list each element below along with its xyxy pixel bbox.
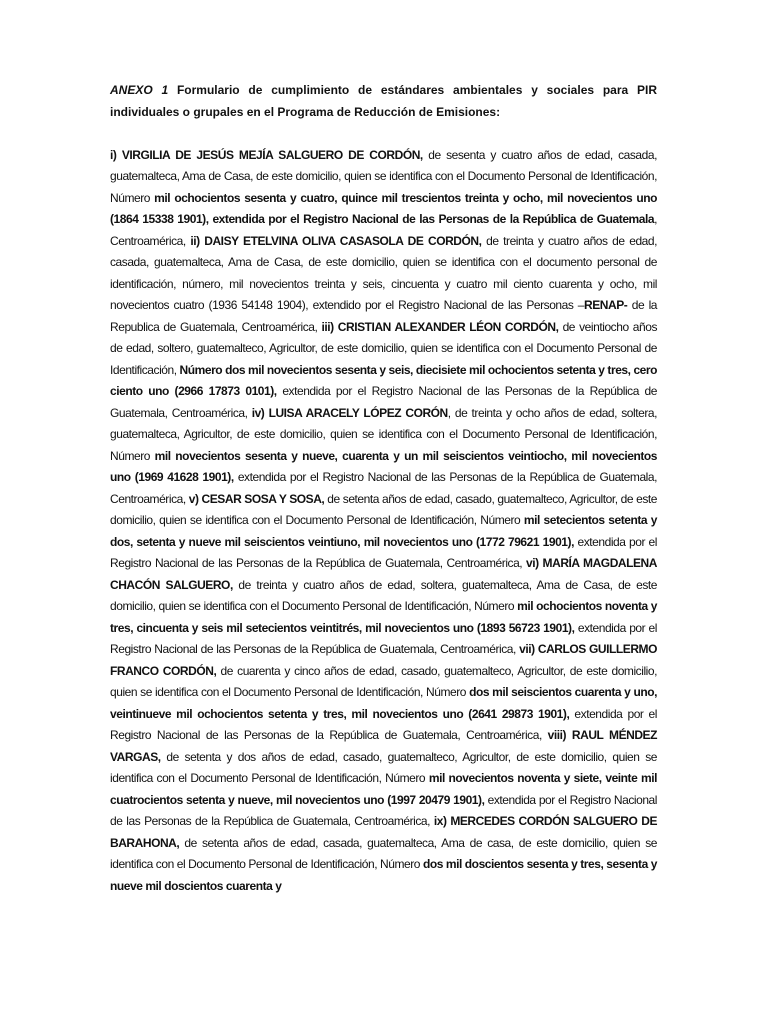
bold-text-run: ii) DAISY ETELVINA OLIVA CASASOLA DE CORDÓN, [190, 233, 482, 248]
text-run: de treinta y cuatro años de edad, soltera, guatemalteca, Ama de Casa, de este domicilio, quien se identifica con el Documento Personal de Identificación, Número [110, 577, 657, 613]
bold-text-run: dos mil doscientos sesenta y tres, sesenta y nueve mil doscientos cuarenta y [110, 857, 657, 893]
text-run: de setenta y dos años de edad, casado, guatemalteco, Agricultor, de este domicilio, quien se identifica con el Documento Personal de Identificación, Número [110, 749, 657, 785]
bold-text-run: dos mil seiscientos cuarenta y uno, veintinueve mil ochocientos setenta y tres, mil novecientos uno (2641 29873 1901), [110, 685, 657, 721]
text-run: de la Republica de Guatemala, Centroamérica, [110, 298, 658, 334]
annex-label: ANEXO 1 [110, 83, 169, 97]
bold-text-run: mil novecientos noventa y siete, veinte mil cuatrocientos setenta y nueve, mil novecientos uno (1997 20479 1901), [110, 771, 657, 807]
text-run: extendida por el Registro Nacional de las Personas de la República de Guatemala, Centroamérica, [110, 706, 657, 742]
text-run: extendida por el Registro Nacional de las Personas de la República de Guatemala, Centroamérica, [110, 792, 657, 828]
text-run: de veintiocho años de edad, soltero, guatemalteco, Agricultor, de este domicilio, quien se identifica con el Documento Personal de Identificación, [110, 319, 657, 377]
text-run: extendida por el Registro Nacional de las Personas de la República de Guatemala, Centroamérica, [110, 384, 658, 420]
text-run: extendida por el Registro Nacional de las Personas de la República de Guatemala, Centroamérica, [110, 534, 657, 570]
participants-paragraph [110, 145, 657, 898]
text-run: extendida por el Registro Nacional de las Personas de la República de Guatemala, Centroamérica, [110, 470, 657, 506]
bold-text-run: viii) RAUL MÉNDEZ VARGAS, [110, 728, 657, 764]
bold-text-run: ix) MERCEDES CORDÓN SALGUERO DE BARAHONA, [110, 814, 657, 850]
text-run: , Centroamérica, [110, 212, 657, 248]
bold-text-run: i) VIRGILIA DE JESÚS MEJÍA SALGUERO DE CORDÓN, [110, 147, 423, 162]
text-run: extendida por el Registro Nacional de las Personas de la República de Guatemala, Centroamérica, [110, 620, 657, 656]
text-run: de treinta y cuatro años de edad, casada, guatemalteca, Ama de Casa, de este domicilio, quien se identifica con el documento personal de identificación, número, mil novecientos treinta y seis, cincuenta y cuatro mil ciento cuarenta y ocho, mil novecientos cuatro (1936 54148 1904), extendido por el Registro Nacional de las Personas – [110, 233, 657, 312]
bold-text-run: Número dos mil novecientos sesenta y seis, diecisiete mil ochocientos setenta y tres, cero ciento uno (2966 17873 0101), [110, 362, 657, 398]
bold-text-run: vi) MARÍA MAGDALENA CHACÓN SALGUERO, [110, 556, 657, 592]
text-run: de sesenta y cuatro años de edad, casada, guatemalteca, Ama de Casa, de este domicilio, quien se identifica con el Documento Personal de Identificación, Número [110, 147, 657, 205]
bold-text-run: v) CESAR SOSA Y SOSA, [188, 491, 325, 506]
text-run: de setenta años de edad, casado, guatemalteco, Agricultor, de este domicilio, quien se identifica con el Documento Personal de Identificación, Número [110, 491, 657, 527]
bold-text-run: mil ochocientos sesenta y cuatro, quince mil trescientos treinta y ocho, mil novecientos uno (1864 15338 1901), extendida por el Registro Nacional de las Personas de la República de Guatemala [110, 190, 657, 226]
bold-text-run: RENAP- [584, 298, 628, 312]
document-heading [110, 80, 657, 123]
text-run: de cuarenta y cinco años de edad, casado, guatemalteco, Agricultor, de este domicilio, quien se identifica con el Documento Personal de Identificación, Número [110, 663, 657, 699]
text-run: de setenta años de edad, casada, guatemalteca, Ama de casa, de este domicilio, quien se identifica con el Documento Personal de Identificación, Número [110, 835, 657, 871]
document-page [110, 80, 657, 897]
bold-text-run: vii) CARLOS GUILLERMO FRANCO CORDÓN, [110, 642, 657, 678]
heading-title: Formulario de cumplimiento de estándares ambientales y sociales para PIR individuales o grupales en el Programa de Reducción de Emisiones: [110, 83, 657, 119]
text-run: , de treinta y ocho años de edad, soltera, guatemalteca, Agricultor, de este domicilio, quien se identifica con el Documento Personal de Identificación, Número [110, 405, 657, 463]
bold-text-run: iii) CRISTIAN ALEXANDER LÉON CORDÓN, [321, 319, 559, 334]
bold-text-run: mil ochocientos noventa y tres, cincuenta y seis mil setecientos veintitrés, mil novecientos uno (1893 56723 1901), [110, 599, 657, 635]
bold-text-run: mil setecientos setenta y dos, setenta y nueve mil seiscientos veintiuno, mil novecientos uno (1772 79621 1901), [110, 513, 657, 549]
bold-text-run: mil novecientos sesenta y nueve, cuarenta y un mil seiscientos veintiocho, mil novecientos uno (1969 41628 1901), [110, 448, 657, 484]
bold-text-run: iv) LUISA ARACELY LÓPEZ CORÓN [251, 405, 448, 420]
